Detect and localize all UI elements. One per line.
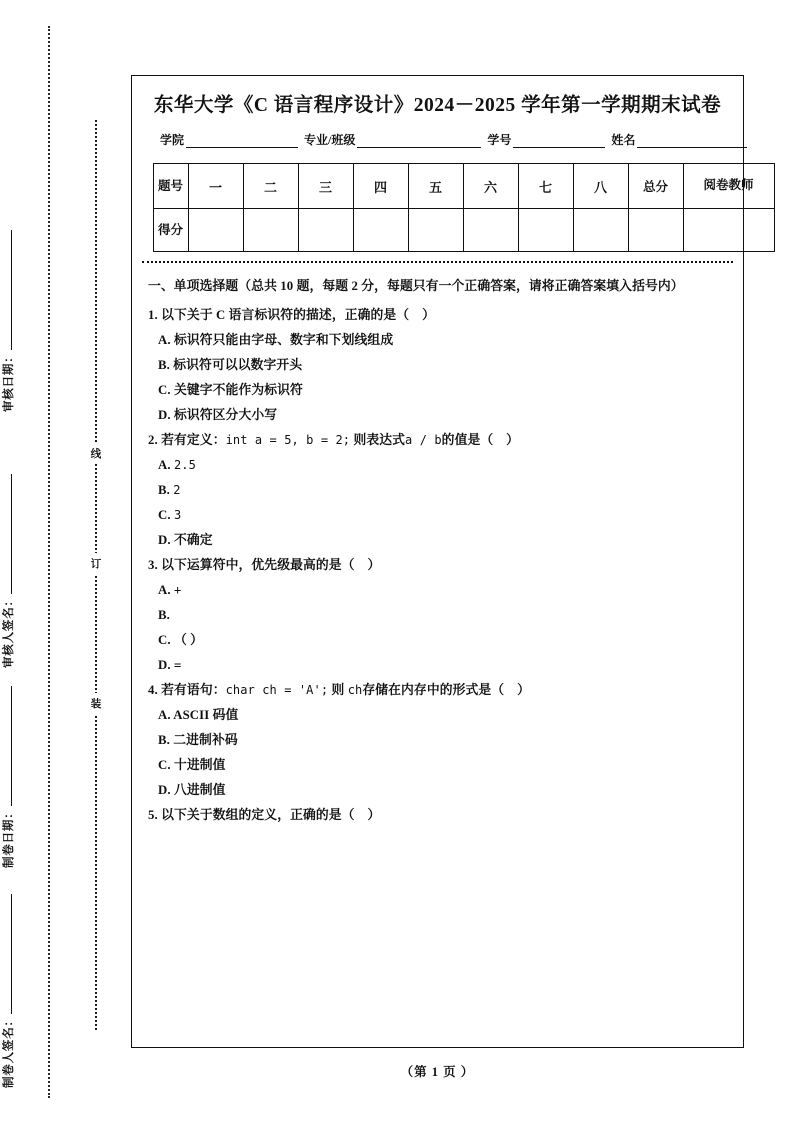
question-1-option-b[interactable] [158,359,727,373]
question-1-option-d-text: 标识符区分大小写 [173,407,278,422]
student-id-field[interactable] [513,134,605,148]
question-2 [148,434,727,448]
question-4 [148,684,727,698]
question-2-stem-mid: 则表达式 [353,432,406,447]
score-cell-5[interactable] [408,209,463,252]
question-4-option-a-key: A. [158,707,171,722]
score-col-8: 八 [573,164,628,209]
name-field[interactable] [637,134,747,148]
question-4-option-a[interactable] [158,709,727,723]
question-4-option-d[interactable] [158,784,727,798]
score-cell-1[interactable] [188,209,243,252]
question-2-option-d-key: D. [158,532,171,547]
score-cell-2[interactable] [243,209,298,252]
question-4-option-b[interactable] [158,734,727,748]
score-col-1: 一 [188,164,243,209]
question-2-option-d[interactable] [158,534,727,548]
score-col-teacher: 阅卷教师 [683,164,774,209]
question-3 [148,559,727,573]
question-4-option-c[interactable] [158,759,727,773]
fold-mark-xian: 线 [86,443,106,464]
score-table-question-no-label: 题号 [153,164,188,209]
question-3-option-d[interactable] [158,659,727,673]
question-2-stem-suffix: 的值是（ ） [441,432,520,447]
question-3-option-a[interactable] [158,584,727,598]
margin-label-printer-signature-blank [11,894,12,1014]
major-class-field[interactable] [357,134,481,148]
question-3-number: 3. [148,557,158,572]
question-4-number: 4. [148,682,158,697]
question-2-option-a-text: 2.5 [173,457,196,472]
question-2-number: 2. [148,432,158,447]
score-table [153,163,775,252]
question-4-stem-prefix: 若有语句： [161,682,226,697]
name-label: 姓名 [611,133,636,147]
question-4-option-a-text: ASCII 码值 [173,707,239,722]
question-1-option-c[interactable] [158,384,727,398]
score-cell-6[interactable] [463,209,518,252]
fold-mark-ding: 订 [86,553,106,574]
margin-label-printer-signature [0,728,16,1088]
college-label: 学院 [160,133,185,147]
score-table-wrapper [153,163,754,252]
question-2-option-b-key: B. [158,482,170,497]
major-class-label: 专业/班级 [304,133,356,147]
question-1-option-c-text: 关键字不能作为标识符 [173,382,303,397]
score-col-4: 四 [353,164,408,209]
margin-label-print-date-text: 制卷日期： [3,806,15,868]
question-5-stem: 以下关于数组的定义，正确的是（ ） [161,807,381,822]
question-3-option-d-key: D. [158,657,171,672]
question-4-stem-code: char ch = 'A'; [225,682,329,697]
question-2-option-a-key: A. [158,457,171,472]
question-3-option-a-key: A. [158,582,171,597]
question-body [132,263,743,823]
page-title: 东华大学《C 语言程序设计》2024－2025 学年第一学期期末试卷 [153,95,722,116]
left-margin-column [0,0,120,1122]
question-3-option-c-text: （ ） [173,632,204,647]
score-col-5: 五 [408,164,463,209]
margin-label-audit-date-text: 审核日期： [3,350,15,412]
question-3-option-b-key: B. [158,607,170,622]
identity-line [132,131,743,148]
student-id-label: 学号 [487,133,512,147]
question-2-option-c-text: 3 [173,507,182,522]
question-2-option-a[interactable] [158,459,727,473]
fold-mark-zhuang: 装 [86,693,106,714]
question-4-option-d-text: 八进制值 [173,782,226,797]
question-4-stem-mid: 则 [331,682,345,697]
question-1-option-b-key: B. [158,357,170,372]
question-1-option-d[interactable] [158,409,727,423]
question-3-option-c-key: C. [158,632,171,647]
question-3-option-c[interactable] [158,634,727,648]
question-3-stem: 以下运算符中，优先级最高的是（ ） [161,557,381,572]
score-cell-teacher[interactable] [683,209,774,252]
section-heading: 一、单项选择题（总共 10 题，每题 2 分，每题只有一个正确答案，请将正确答案填入括号内） [148,279,684,293]
question-5 [148,809,727,823]
score-cell-7[interactable] [518,209,573,252]
question-1-number: 1. [148,307,158,322]
question-4-option-b-key: B. [158,732,170,747]
margin-label-printer-signature-text: 制卷人签名： [3,1014,15,1088]
question-1-option-a-text: 标识符只能由字母、数字和下划线组成 [173,332,394,347]
question-3-option-b[interactable] [158,609,727,623]
question-2-option-d-text: 不确定 [173,532,213,547]
score-cell-4[interactable] [353,209,408,252]
score-col-total: 总分 [628,164,683,209]
question-2-option-c[interactable] [158,509,727,523]
question-5-number: 5. [148,807,158,822]
question-2-option-b[interactable] [158,484,727,498]
score-col-7: 七 [518,164,573,209]
question-1-option-a[interactable] [158,334,727,348]
score-table-score-label: 得分 [153,209,188,252]
score-col-2: 二 [243,164,298,209]
score-table-score-row [153,209,774,252]
question-4-option-d-key: D. [158,782,171,797]
outer-dotted-fold-line [48,26,50,1098]
question-1-stem: 以下关于 C 语言标识符的描述，正确的是（ ） [161,307,436,322]
page-footer: （第 1 页 ） [400,1065,475,1079]
question-1-option-c-key: C. [158,382,171,397]
question-4-option-b-text: 二进制补码 [173,732,238,747]
question-1-option-a-key: A. [158,332,171,347]
question-3-option-d-text: = [173,657,182,672]
margin-label-auditor-signature-text: 审核人签名： [3,594,15,668]
inner-dotted-fold-line [95,120,97,1030]
question-2-stem-code: int a = 5, b = 2; [225,432,351,447]
question-2-stem-prefix: 若有定义： [161,432,226,447]
score-cell-3[interactable] [298,209,353,252]
score-table-header-row [153,164,774,209]
question-1-option-b-text: 标识符可以以数字开头 [173,357,303,372]
exam-sheet [131,75,754,1048]
score-cell-8[interactable] [573,209,628,252]
score-cell-total[interactable] [628,209,683,252]
college-field[interactable] [186,134,298,148]
question-4-stem-suffix: 存储在内存中的形式是（ ） [362,682,531,697]
score-col-3: 三 [298,164,353,209]
question-2-stem-code2: a / b [405,432,442,447]
question-4-stem-code2: ch [347,682,363,697]
score-col-6: 六 [463,164,518,209]
question-1 [148,309,727,323]
question-2-option-c-key: C. [158,507,171,522]
question-3-option-a-text: + [173,582,182,597]
question-4-option-c-text: 十进制值 [173,757,226,772]
question-2-option-b-text: 2 [173,482,181,497]
question-4-option-c-key: C. [158,757,171,772]
question-1-option-d-key: D. [158,407,171,422]
